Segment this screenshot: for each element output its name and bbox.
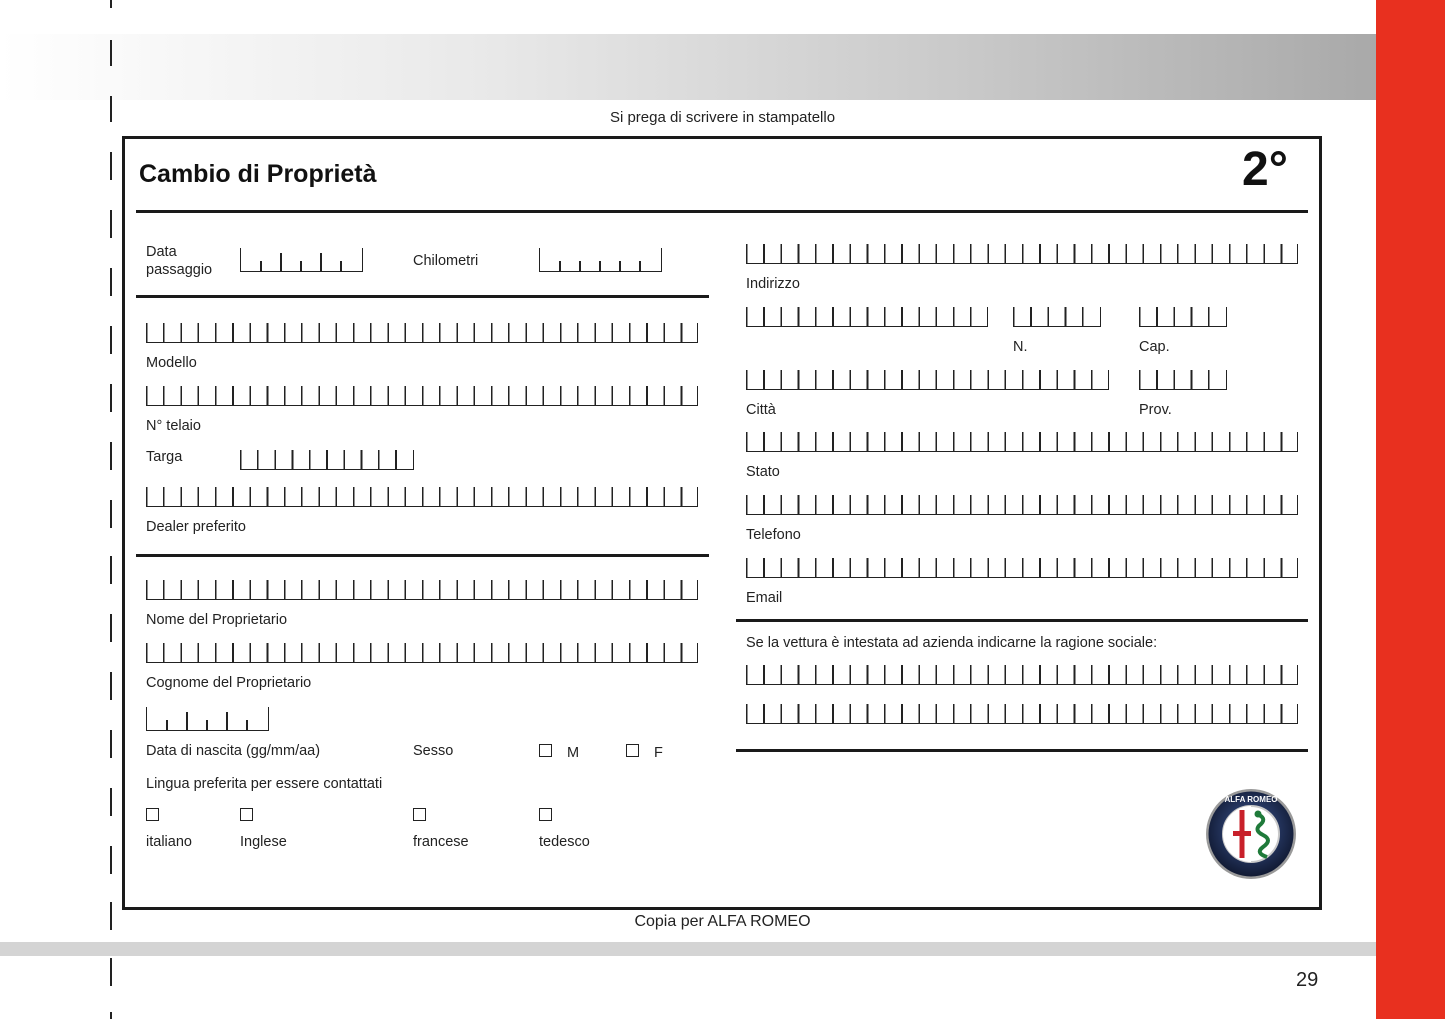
label-indirizzo: Indirizzo xyxy=(746,276,800,292)
label-sesso-f: F xyxy=(654,745,663,761)
cut-mark xyxy=(110,152,112,180)
cut-mark xyxy=(110,384,112,412)
data-passaggio-field[interactable] xyxy=(240,248,363,272)
label-chilometri: Chilometri xyxy=(413,253,479,269)
cut-mark xyxy=(110,40,112,66)
sesso-f-checkbox[interactable] xyxy=(626,744,639,757)
stato-field[interactable] xyxy=(746,432,1298,452)
cut-mark xyxy=(110,1012,112,1019)
label-telefono: Telefono xyxy=(746,527,801,543)
section-divider xyxy=(136,295,709,298)
label-sesso: Sesso xyxy=(413,743,454,759)
label-lingua: Lingua preferita per essere contattati xyxy=(146,776,383,792)
lingua-inglese-checkbox[interactable] xyxy=(240,808,253,821)
label-modello: Modello xyxy=(146,355,197,371)
targa-field[interactable] xyxy=(240,450,414,470)
modello-field[interactable] xyxy=(146,323,698,343)
indirizzo-cont-field[interactable] xyxy=(746,307,988,327)
indirizzo-field[interactable] xyxy=(746,244,1298,264)
label-targa: Targa xyxy=(146,449,183,465)
label-francese: francese xyxy=(413,834,469,850)
email-field[interactable] xyxy=(746,558,1298,578)
page-number: 29 xyxy=(1296,969,1319,991)
cut-mark xyxy=(110,614,112,642)
copy-note: Copia per ALFA ROMEO xyxy=(634,913,811,930)
cut-mark xyxy=(110,500,112,528)
label-cognome: Cognome del Proprietario xyxy=(146,675,312,691)
label-cap: Cap. xyxy=(1139,339,1170,355)
label-stato: Stato xyxy=(746,464,780,480)
title-divider xyxy=(136,210,1308,213)
cut-mark xyxy=(110,442,112,470)
label-tedesco: tedesco xyxy=(539,834,590,850)
header-gradient-band xyxy=(0,34,1376,100)
label-telaio: N° telaio xyxy=(146,418,201,434)
label-citta: Città xyxy=(746,402,776,418)
sesso-m-checkbox[interactable] xyxy=(539,744,552,757)
cut-mark xyxy=(110,730,112,758)
cap-field[interactable] xyxy=(1139,307,1227,327)
lingua-francese-checkbox[interactable] xyxy=(413,808,426,821)
form-title: Cambio di Proprietà xyxy=(139,160,377,188)
cut-mark xyxy=(110,326,112,354)
label-sesso-m: M xyxy=(567,745,580,761)
cut-mark xyxy=(110,556,112,584)
logo-lettering: ALFA ROMEO xyxy=(1224,795,1278,804)
cut-mark xyxy=(110,672,112,700)
cut-mark xyxy=(110,0,112,8)
ragione-sociale-field-1[interactable] xyxy=(746,665,1298,685)
label-inglese: Inglese xyxy=(240,834,287,850)
label-prov: Prov. xyxy=(1139,402,1172,418)
section-divider xyxy=(136,554,709,557)
label-data-passaggio-1: Data xyxy=(146,244,177,260)
form-number: 2° xyxy=(1242,143,1288,196)
telefono-field[interactable] xyxy=(746,495,1298,515)
cut-mark xyxy=(110,958,112,986)
section-divider xyxy=(736,749,1308,752)
cut-mark xyxy=(110,846,112,874)
lingua-tedesco-checkbox[interactable] xyxy=(539,808,552,821)
prov-field[interactable] xyxy=(1139,370,1227,390)
cut-mark xyxy=(110,268,112,296)
label-italiano: italiano xyxy=(146,834,192,850)
cognome-field[interactable] xyxy=(146,643,698,663)
label-data-passaggio-2: passaggio xyxy=(146,262,213,278)
numero-field[interactable] xyxy=(1013,307,1101,327)
section-divider xyxy=(736,619,1308,622)
citta-field[interactable] xyxy=(746,370,1109,390)
nome-field[interactable] xyxy=(146,580,698,600)
footer-gray-band xyxy=(0,942,1376,956)
print-instruction: Si prega di scrivere in stampatello xyxy=(609,109,836,126)
cut-mark xyxy=(110,788,112,816)
lingua-italiano-checkbox[interactable] xyxy=(146,808,159,821)
chilometri-field[interactable] xyxy=(539,248,662,272)
telaio-field[interactable] xyxy=(146,386,698,406)
label-data-nascita: Data di nascita (gg/mm/aa) xyxy=(146,743,321,759)
label-azienda: Se la vettura è intestata ad azienda indicarne la ragione sociale: xyxy=(746,635,1158,651)
cut-mark xyxy=(110,210,112,238)
label-nome: Nome del Proprietario xyxy=(146,612,288,628)
label-email: Email xyxy=(746,590,783,606)
label-dealer: Dealer preferito xyxy=(146,519,246,535)
red-edge-stripe xyxy=(1376,0,1445,1019)
label-numero: N. xyxy=(1013,339,1028,355)
ragione-sociale-field-2[interactable] xyxy=(746,704,1298,724)
data-nascita-field[interactable] xyxy=(146,707,269,731)
dealer-field[interactable] xyxy=(146,487,698,507)
alfa-romeo-logo xyxy=(1205,788,1297,880)
